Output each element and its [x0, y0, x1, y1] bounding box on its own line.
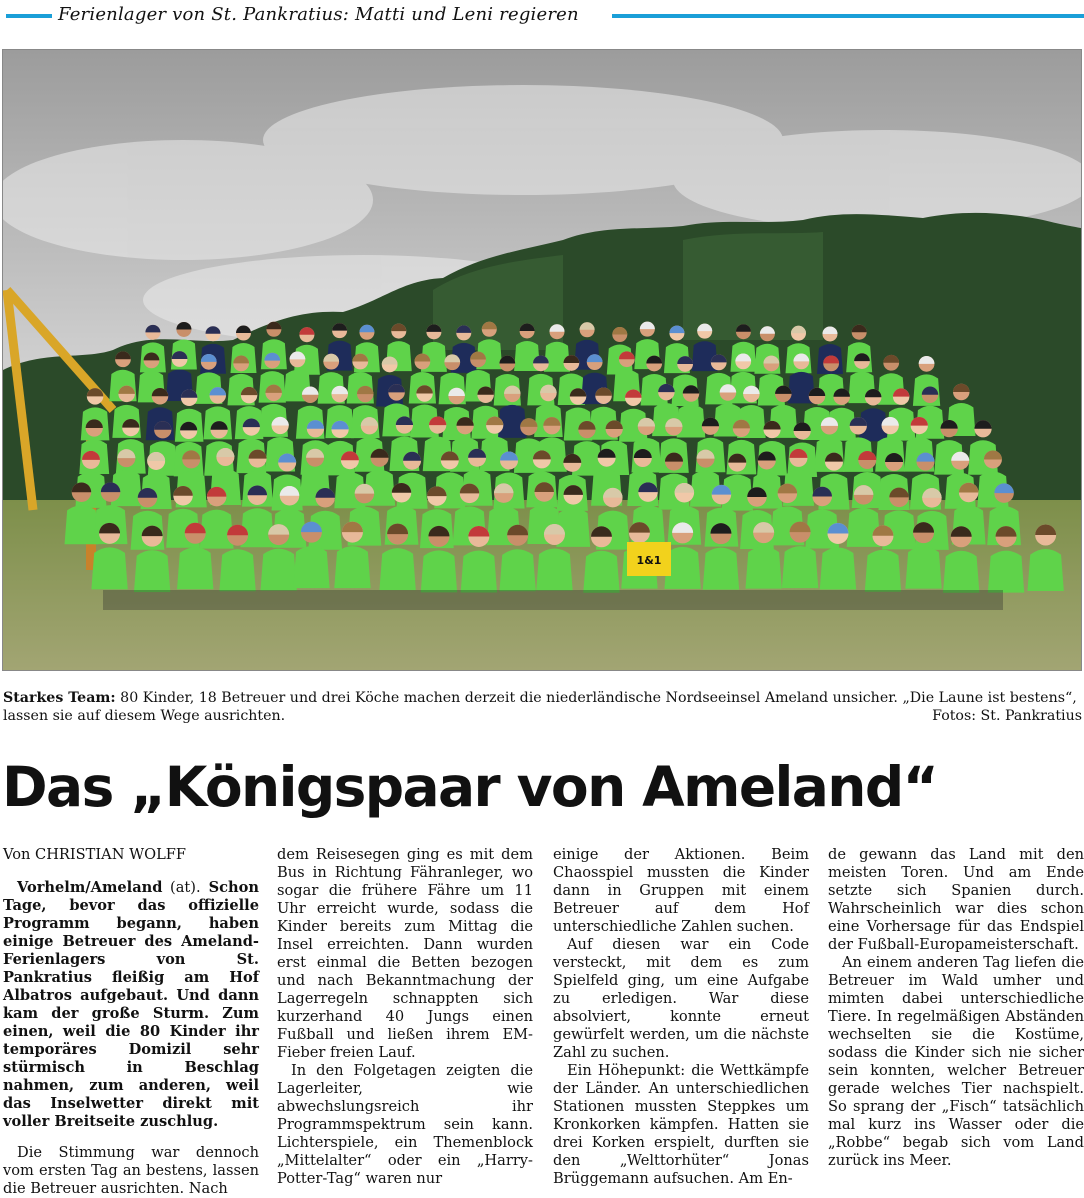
paragraph: Auf diesen war ein Code versteckt, mit dem es zum Spielfeld ging, um eine Aufgabe zu erledigen. War diese absolviert, konnte erneut gewürfelt werden, um die nächste Zahl zu suchen.	[553, 936, 809, 1061]
caption-text: 80 Kinder, 18 Betreuer und drei Köche machen derzeit die niederländische Nordseeinsel Ameland unsicher. „Die Laune ist bestens“, lassen sie auf diesem Wege ausrichten.	[3, 690, 1077, 724]
kicker-rule-right	[612, 14, 1084, 18]
paragraph: dem Reisesegen ging es mit dem Bus in Richtung Fähranleger, wo sogar die frühere Fähre um 11 Uhr erreicht wurde, sodass die Kinder bereits zum Mittag die Insel erreichten. Dann wurden erst einmal die Betten bezogen und nach Bekanntmachung der Lagerregeln schnappten sich kurzerhand 40 Jungs einen Fußball und ließen ihrem EM-Fieber freien Lauf.	[277, 846, 533, 1061]
paragraph: Ein Höhepunkt: die Wettkämpfe der Länder. An unterschiedlichen Stationen mussten Steppkes um Kronkorken kämpfen. Hatten sie drei Korken erspielt, durften sie den „Welttorhüter“ Jonas Brüggemann aufsuchen. Am En-	[553, 1062, 809, 1187]
dateline: Vorhelm/Ameland	[17, 879, 163, 896]
article-column-4	[828, 846, 1084, 1170]
front-row-legs	[103, 590, 1003, 610]
headline: Das „Königspaar von Ameland“	[2, 755, 938, 819]
agency-tag: (at).	[162, 879, 201, 896]
article-column-2	[277, 846, 533, 1188]
group-photo-illustration	[3, 50, 1081, 670]
article-column-3	[553, 846, 809, 1188]
kicker	[0, 2, 1084, 30]
lede-text: Schon Tage, bevor das offizielle Programm begann, haben einige Betreuer des Ameland-Ferienlagers von St. Pankratius fleißig am Hof Albatros aufgebaut. Und dann kam der große Sturm. Zum einen, weil die 80 Kinder ihr temporäres Domizil sehr stürmisch in Beschlag nahmen, zum anderen, weil das Inselwetter direkt mit voller Breitseite zuschlug.	[3, 879, 259, 1130]
paragraph: einige der Aktionen. Beim Chaosspiel mussten die Kinder dann in Gruppen mit einem Betreuer auf dem Hof unterschiedliche Zahlen suchen.	[553, 846, 809, 935]
paragraph: de gewann das Land mit den meisten Toren. Und am Ende setzte sich Spanien durch. Wahrscheinlich war dies schon eine Vorhersage für das Endspiel der Fußball-Europameisterschaft.	[828, 846, 1084, 953]
paragraph: In den Folgetagen zeigten die Lagerleiter, wie abwechslungsreich ihr Programmspektrum sein kann. Lichterspiele, ein Themenblock „Mittelalter“ oder ein „Harry-Potter-Tag“ waren nur	[277, 1062, 533, 1187]
paragraph: Die Stimmung war dennoch vom ersten Tag an bestens, lassen die Betreuer ausrichten. Nach	[3, 1144, 259, 1197]
article-column-1	[3, 846, 259, 1198]
caption-lead: Starkes Team:	[3, 690, 116, 706]
kicker-rule-left	[6, 14, 52, 18]
group-photo	[2, 49, 1082, 671]
lede-paragraph	[3, 879, 259, 1131]
photo-credit: Fotos: St. Pankratius	[932, 708, 1082, 724]
jersey-sponsor-text: 1&1	[636, 554, 662, 567]
byline: Von CHRISTIAN WOLFF	[3, 846, 187, 863]
paragraph: An einem anderen Tag liefen die Betreuer im Wald umher und mimten dabei unterschiedliche Tiere. In regelmäßigen Abständen wechselten sie die Kostüme, sodass die Kinder sich nie sicher sein konnten, welcher Betreuer gerade welches Tier nachspielt. So sprang der „Fisch“ tatsächlich mal kurz ins Wasser oder die „Robbe“ begab sich vom Land zurück ins Meer.	[828, 954, 1084, 1169]
kicker-text: Ferienlager von St. Pankratius: Matti und Leni regieren	[58, 4, 579, 25]
photo-caption	[3, 689, 1082, 725]
